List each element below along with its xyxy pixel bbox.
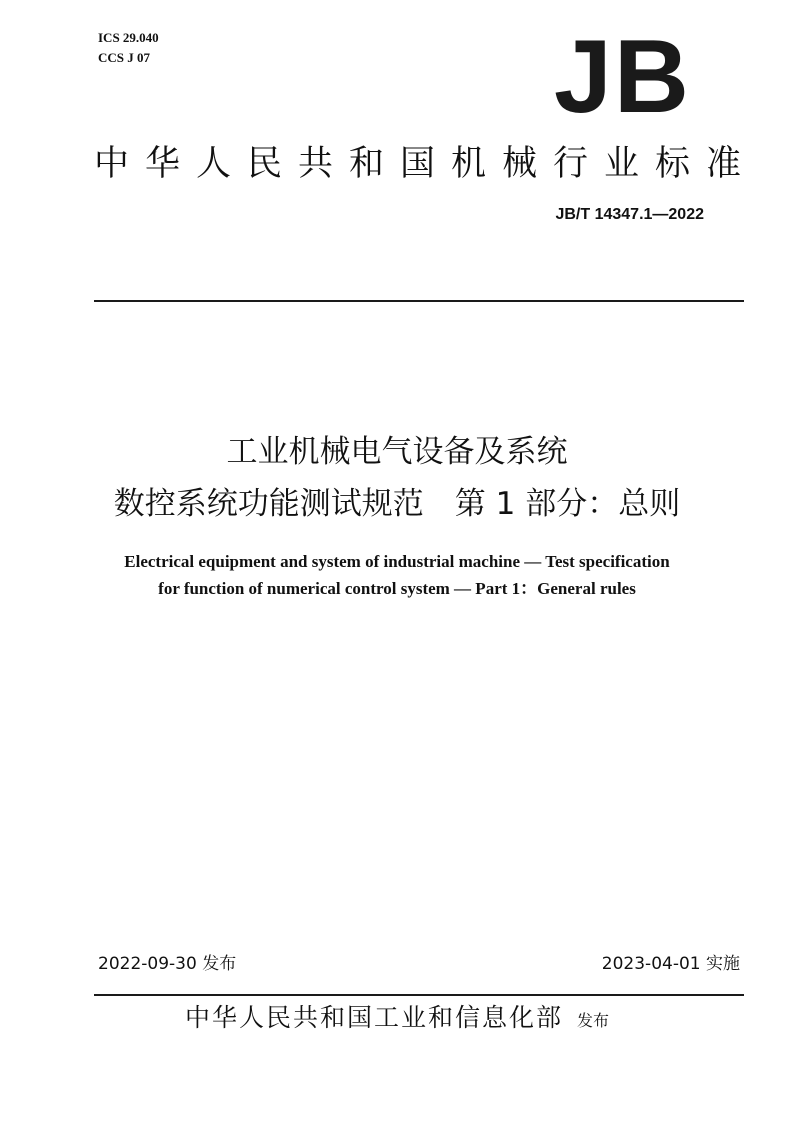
- ics-code: ICS 29.040: [98, 30, 159, 45]
- jb-logo: JB: [554, 19, 691, 135]
- issue-date: 2022-09-30 发布: [98, 954, 237, 974]
- implementation-date: 2023-04-01 实施: [601, 954, 740, 974]
- issuer-name: 中华人民共和国工业和信息化部: [184, 1003, 563, 1032]
- chinese-title: [0, 426, 794, 530]
- english-title-line-1: Electrical equipment and system of industrial machine — Test specification: [124, 552, 670, 571]
- english-title: [0, 548, 794, 602]
- standard-number: JB/T 14347.1—2022: [555, 206, 704, 223]
- footer-divider: [94, 994, 744, 996]
- chinese-title-line-1: 工业机械电气设备及系统: [226, 434, 568, 470]
- english-title-line-2: for function of numerical control system — Part 1：General rules: [158, 579, 636, 598]
- issuer-suffix: 发布: [577, 1011, 610, 1030]
- chinese-title-line-2: 数控系统功能测试规范 第 1 部分：总则: [113, 486, 681, 522]
- classification-codes: [98, 28, 159, 68]
- ccs-code: CCS J 07: [98, 50, 151, 65]
- header-divider: [94, 300, 744, 302]
- issuer: [0, 1000, 794, 1039]
- organization-title: 中华人民共和国机械行业标准: [94, 144, 758, 184]
